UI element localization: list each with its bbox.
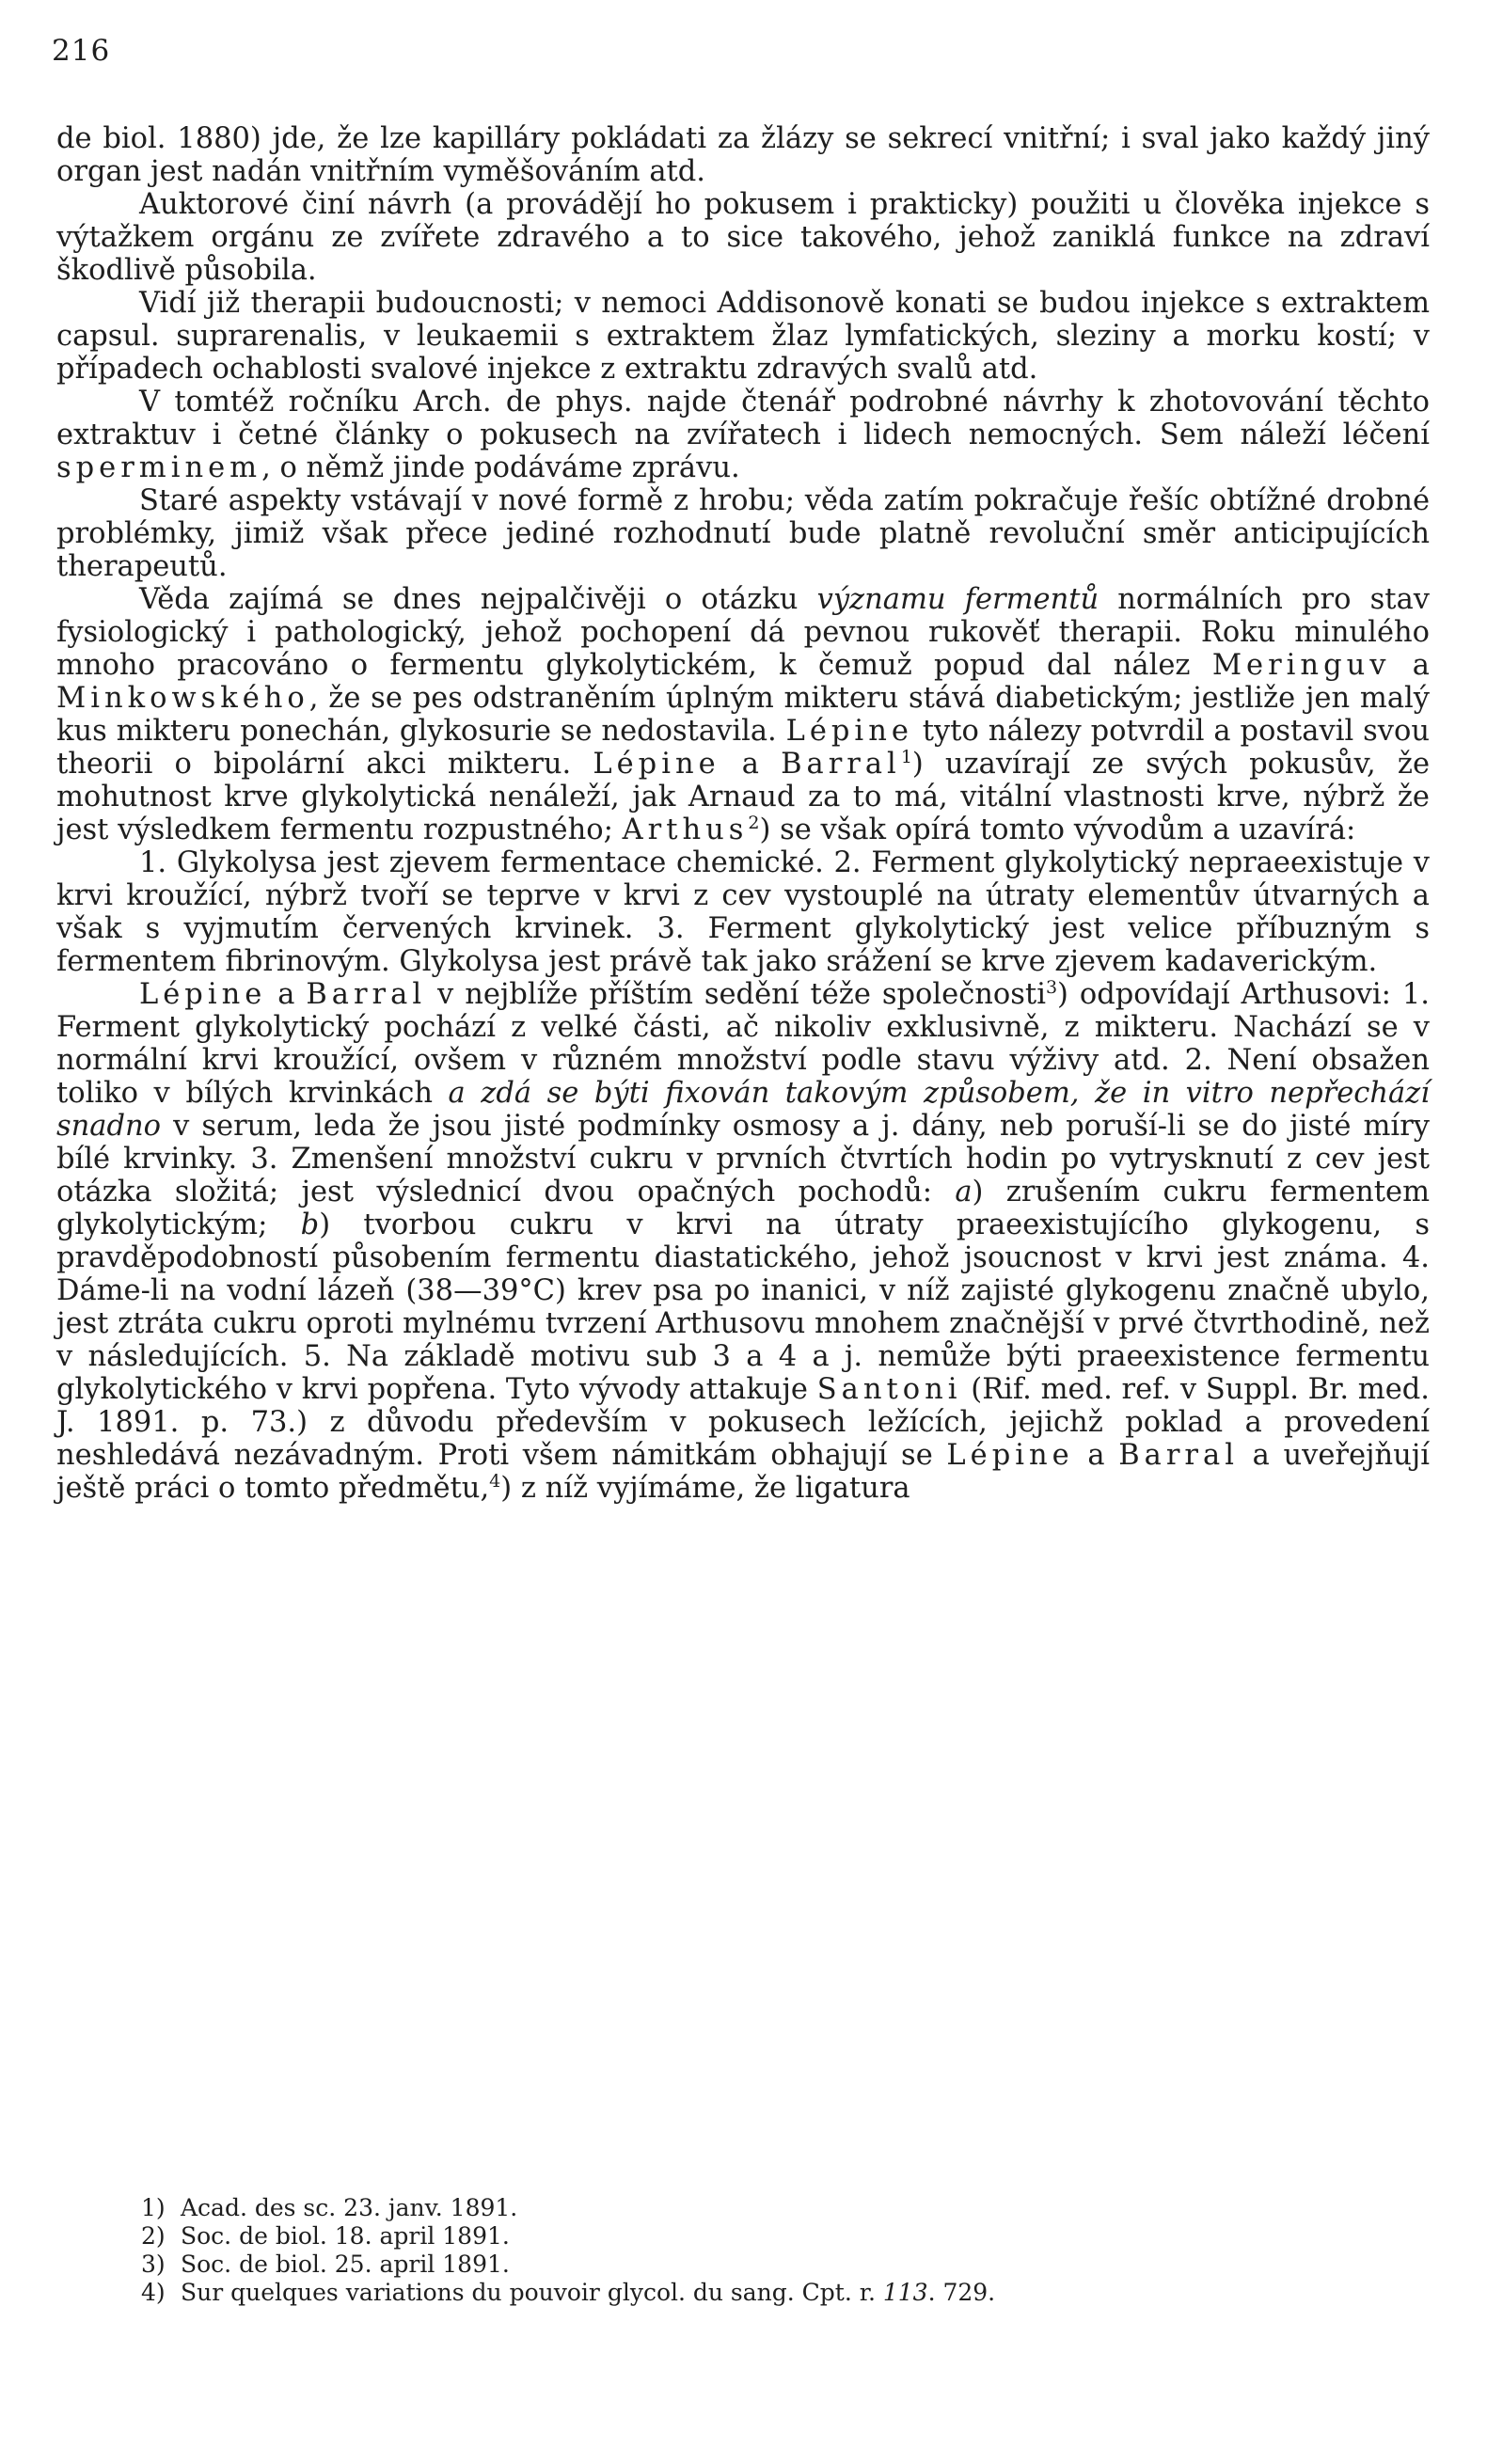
footnotes [141, 2194, 1364, 2307]
spaced-name: Meringuv [1211, 649, 1391, 682]
text-run: ) uzavírají ze svých pokusův, že mohutnost krve glykolytická nenáleží, jak Arnaud za to má, vitální vlastnosti krve, nýbrž že jest výsledkem fermentu rozpustného; [56, 748, 1430, 846]
spaced-name: Barral [1118, 1439, 1239, 1472]
spaced-name: Lépine [946, 1439, 1074, 1472]
footnote-ref: 1 [900, 746, 912, 767]
text-run: V tomtéž ročníku Arch. de phys. najde čtenář podrobné návrhy k zhotovování těchto extraktuv i četné články o pokusech na zvířatech i lidech nemocných. Sem náleží léčení [56, 386, 1430, 451]
text-run: . 729. [927, 2279, 996, 2306]
text-run: ) zrušením cukru fermentem glykolytickým; [56, 1176, 1430, 1241]
spaced-name: Lépine [785, 715, 913, 748]
text-run: ) se však opírá tomto vývodům a uzavírá: [759, 813, 1356, 846]
spaced-name: Lépine [139, 978, 267, 1011]
spaced-name: Minkowského [56, 682, 309, 715]
italic-text: a [955, 1176, 973, 1208]
spaced-name: Santoni [816, 1373, 962, 1406]
text-run: ) odpovídají Arthusovi: 1. Ferment glykolytický pochází z velké části, ač nikoliv exklusivně, z mikteru. Nachází se v normální krvi kroužící, ovšem v různém množství podle stavu výživy atd. 2. Není obsažen toliko v bílých krvinkách [56, 978, 1430, 1110]
paragraph [56, 122, 1430, 188]
text-run: Vidí již therapii budoucnosti; v nemoci Addisonově konati se budou injekce s extraktem capsul. suprarenalis, v leukaemii s extraktem žlaz lymfatických, sleziny a morku kostí; v případech ochablosti svalové injekce z extraktu zdravých svalů atd. [56, 287, 1430, 386]
italic-text: b [300, 1208, 320, 1241]
footnote-mark: 1) [141, 2194, 166, 2221]
footnote-mark: 3) [141, 2251, 166, 2278]
page-number: 216 [52, 34, 111, 68]
text-run: ) tvorbou cukru v krvi na útraty praeexistujícího glykogenu, s pravděpodobností působením fermentu diastatického, jehož jsoucnost v krvi jest známa. 4. Dáme-li na vodní lázeň (38—39°C) krev psa po inanici, v níž zajisté glykogenu značně ubylo, jest ztráta cukru oproti mylnému tvrzení Arthusovu mnohem značnější v prvé čtvrthodině, než v následujících. 5. Na základě motivu sub 3 a 4 a j. nemůže býti praeexistence fermentu glykolytického v krvi popřena. Tyto vývody attakuje [56, 1208, 1430, 1406]
text-run: , že se pes odstraněním úplným mikteru stává diabetickým; jestliže jen malý kus mikteru ponechán, glykosurie se nedostavila. [56, 682, 1430, 748]
text-run: 1. Glykolysa jest zjevem fermentace chemické. 2. Ferment glykolytický nepraeexistuje v krvi kroužící, nýbrž tvoří se teprve v krvi z cev vystouplé na útraty elementův útvarných a však s vyjmutím červených krvinek. 3. Ferment glykolytický jest velice příbuzným s fermentem fibrinovým. Glykolysa jest právě tak jako srážení se krve zjevem kadaverickým. [56, 846, 1430, 978]
footnote-mark: 2) [141, 2222, 166, 2250]
text-run: Auktorové činí návrh (a provádějí ho pokusem i prakticky) použiti u člověka injekce s výtažkem orgánu ze zvířete zdravého a to sice takového, jehož zaniklá funkce na zdraví škodlivě působila. [56, 188, 1430, 287]
italic-text: a zdá se býti fixován takovým způsobem, že in vitro nepřechází snadno [56, 1077, 1430, 1143]
text-run: tyto nálezy potvrdil a postavil svou theorii o bipolární akci mikteru. [56, 715, 1430, 781]
footnote [141, 2279, 1364, 2307]
text-run: Soc. de biol. 18. april 1891. [181, 2222, 510, 2250]
text-run: normálních pro stav fysiologický i pathologický, jehož pochopení dá pevnou rukověť therapii. Roku minulého mnoho pracováno o fermentu glykolytickém, k čemuž popud dal nález [56, 583, 1430, 682]
text-run: , o němž jinde podáváme zprávu. [261, 451, 740, 484]
paragraph [56, 978, 1430, 1505]
text-run: ) z níž vyjímáme, že ligatura [500, 1472, 910, 1505]
paragraph [56, 287, 1430, 386]
footnote-ref: 4 [489, 1470, 501, 1492]
footnote [141, 2251, 1364, 2279]
text-run: Sur quelques variations du pouvoir glycol. du sang. Cpt. r. [181, 2279, 883, 2306]
text-run: Staré aspekty vstávají v nové formě z hrobu; věda zatím pokračuje řešíc obtížné drobné problémky, jimiž však přece jediné rozhodnutí bude platně revoluční směr anticipujících therapeutů. [56, 484, 1430, 583]
text-run: Acad. des sc. 23. janv. 1891. [181, 2194, 518, 2221]
paragraph [56, 484, 1430, 583]
text-run: a [266, 978, 307, 1011]
text-run: a uveřejňují ještě práci o tomto předmětu, [56, 1439, 1430, 1505]
italic-text: významu fermentů [816, 583, 1099, 616]
text-run: v serum, leda že jsou jisté podmínky osmosy a j. dány, neb poruší-li se do jisté míry bílé krvinky. 3. Zmenšení množství cukru v prvních čtvrtích hodin po vytrysknutí z cev jest otázka složitá; jest výslednicí dvou opačných pochodů: [56, 1110, 1430, 1208]
text-run: Věda zajímá se dnes nejpalčivěji o otázku [139, 583, 817, 616]
body-text [56, 122, 1430, 1505]
footnote [141, 2194, 1364, 2222]
text-run: de biol. 1880) jde, že lze kapilláry pokládati za žlázy se sekrecí vnitřní; i sval jako každý jiný organ jest nadán vnitřním vyměšováním atd. [56, 122, 1430, 188]
footnote-ref: 3 [1045, 976, 1058, 998]
paragraph [56, 386, 1430, 484]
text-run: a [1073, 1439, 1119, 1472]
spaced-name: Barral [781, 748, 901, 781]
italic-text: 113 [882, 2279, 928, 2306]
paragraph [56, 188, 1430, 287]
spaced-name: Lépine [593, 748, 720, 781]
text-run: Soc. de biol. 25. april 1891. [181, 2251, 510, 2278]
spaced-name: Barral [306, 978, 427, 1011]
text-run: a [720, 748, 782, 781]
footnote [141, 2222, 1364, 2251]
spaced-name: sperminem [56, 451, 262, 484]
spaced-name: Arthus [622, 813, 749, 846]
text-run: v nejblíže příštím sedění téže společnosti [426, 978, 1046, 1011]
paragraph [56, 846, 1430, 978]
footnote-ref: 2 [748, 812, 760, 833]
paragraph [56, 583, 1430, 846]
footnote-mark: 4) [141, 2279, 166, 2306]
text-run: (Rif. med. ref. v Suppl. Br. med. J. 1891. p. 73.) z důvodu především v pokusech ležících, jejichž poklad a provedení neshledává nezávadným. Proti všem námitkám obhajují se [56, 1373, 1430, 1472]
text-run: a [1390, 649, 1430, 682]
